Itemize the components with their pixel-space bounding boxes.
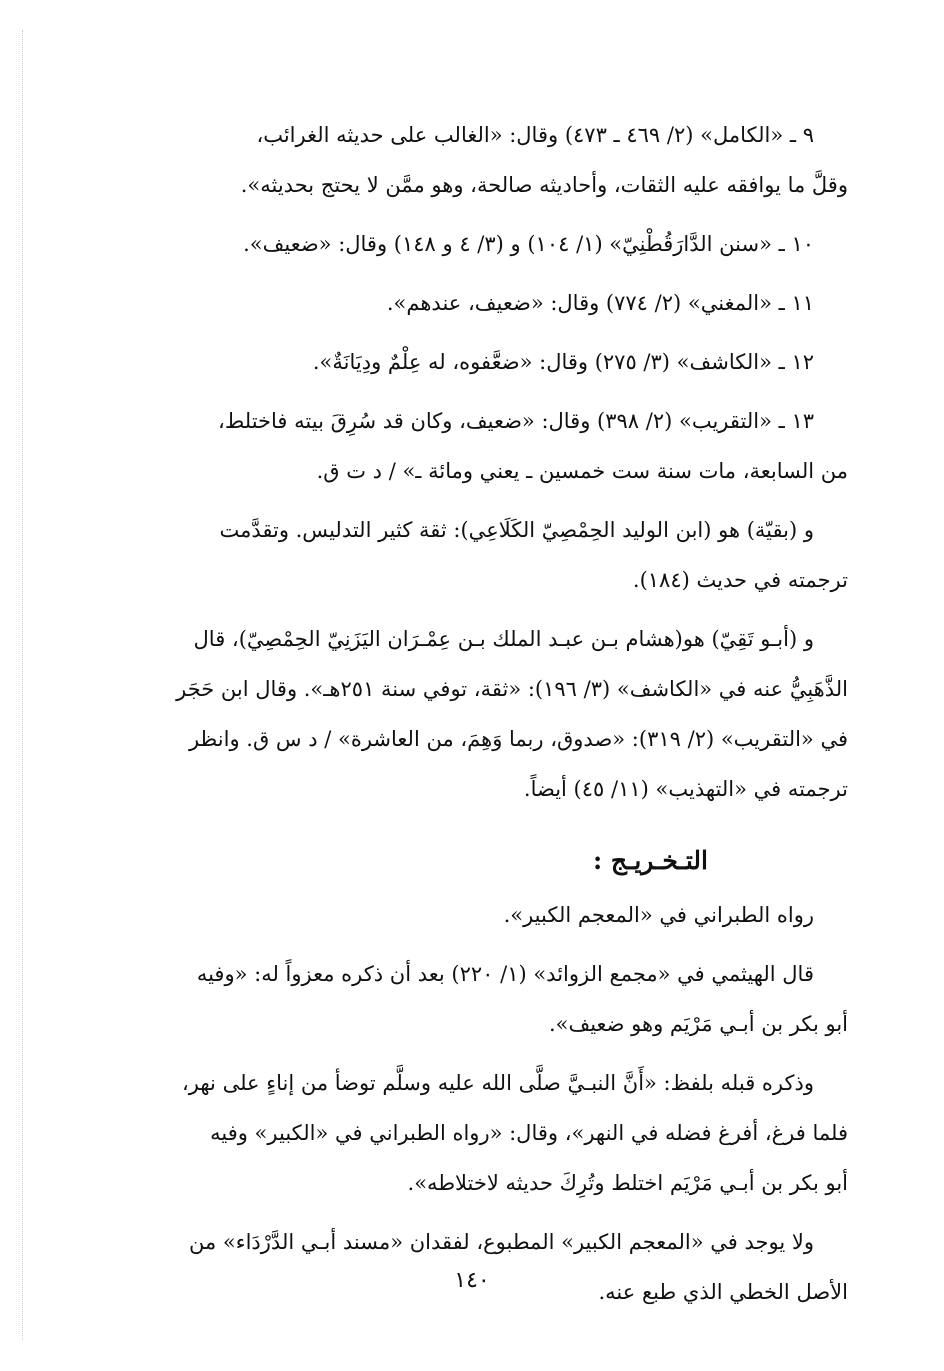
paragraph-line: في «التقريب» (٢/ ٣١٩): «صدوق، ربما وَهِمَ، من العاشرة» / د س ق. وانظر xyxy=(188,727,848,751)
paragraph-line: فلما فرغ، أفرغ فضله في النهر»، وقال: «رواه الطبراني في «الكبير» وفيه xyxy=(210,1121,848,1145)
footnote-line: ١٣ ـ «التقريب» (٢/ ٣٩٨) وقال: «ضعيف، وكان قد سُرِقَ بيته فاختلط، xyxy=(218,409,814,433)
footnote-line: ٩ ـ «الكامل» (٢/ ٤٦٩ ـ ٤٧٣) وقال: «الغالب على حديثه الغرائب، xyxy=(256,123,814,147)
paragraph-line: و (بقيّة) هو (ابن الوليد الحِمْصِيّ الكَلَاعِي): ثقة كثير التدليس. وتقدَّمت xyxy=(219,518,814,542)
paragraph-line: أبو بكر بن أبـي مَرْيَم اختلط وتُرِكَ حديثه لاختلاطه». xyxy=(407,1171,848,1195)
paragraph-line: قال الهيثمي في «مجمع الزوائد» (١/ ٢٢٠) بعد أن ذكره معزواً له: «وفيه xyxy=(196,962,814,986)
paragraph-baqiyya xyxy=(96,505,848,605)
section-heading-takhrij: التـخـريـج : xyxy=(592,846,708,875)
paragraph-line: الأصل الخطي الذي طبع عنه. xyxy=(598,1280,848,1304)
footnote-line: ١١ ـ «المغني» (٢/ ٧٧٤) وقال: «ضعيف، عندهم». xyxy=(386,291,814,315)
scan-edge-marks xyxy=(22,30,24,1340)
page-number: ١٤٠ xyxy=(454,1268,490,1293)
page-text-body xyxy=(96,110,848,1326)
paragraph-line: رواه الطبراني في «المعجم الكبير». xyxy=(503,903,814,927)
footnote-11 xyxy=(96,278,848,328)
paragraph-line: الذَّهَبِيُّ عنه في «الكاشف» (٣/ ١٩٦): «ثقة، توفي سنة ٢٥١هـ». وقال ابن حَجَر xyxy=(176,677,848,701)
footnote-12 xyxy=(96,337,848,387)
footnote-line: وقلَّ ما يوافقه عليه الثقات، وأحاديثه صالحة، وهو ممَّن لا يحتج بحديثه». xyxy=(240,173,848,197)
footnote-9 xyxy=(96,110,848,210)
footnote-line: ١٠ ـ «سنن الدَّارَقُطْنِيّ» (١/ ١٠٤) و (٣/ ٤ و ١٤٨) وقال: «ضعيف». xyxy=(243,232,814,256)
footnote-line: من السابعة، مات سنة ست خمسين ـ يعني ومائة ـ» / د ت ق. xyxy=(316,459,848,483)
paragraph-la-yujad xyxy=(96,1217,848,1317)
paragraph-line: و (أبـو تَقِيّ) هو(هشام بـن عبـد الملك بـن عِمْـرَان اليَزَنِيّ الحِمْصِيّ)، قال xyxy=(193,627,814,651)
footnote-13 xyxy=(96,396,848,496)
paragraph-line: ترجمته في حديث (١٨٤). xyxy=(632,568,848,592)
paragraph-line: ولا يوجد في «المعجم الكبير» المطبوع، لفقدان «مسند أبـي الدَّرْدَاء» من xyxy=(188,1230,814,1254)
footnote-line: ١٢ ـ «الكاشف» (٣/ ٢٧٥) وقال: «ضعَّفوه، له عِلْمٌ ودِيَانَةٌ». xyxy=(312,350,814,374)
paragraph-haythami xyxy=(96,949,848,1049)
paragraph-line: ترجمته في «التهذيب» (١١/ ٤٥) أيضاً. xyxy=(523,777,848,801)
footnote-10 xyxy=(96,219,848,269)
paragraph-line: أبو بكر بن أبـي مَرْيَم وهو ضعيف». xyxy=(548,1012,848,1036)
paragraph-line: وذكره قبله بلفظ: «أَنَّ النبـيَّ صلَّى الله عليه وسلَّم توضأ من إناءٍ على نهر، xyxy=(182,1071,814,1095)
paragraph-abu-taqi xyxy=(96,614,848,814)
paragraph-rawah xyxy=(96,890,848,940)
paragraph-dhakarahu xyxy=(96,1058,848,1208)
